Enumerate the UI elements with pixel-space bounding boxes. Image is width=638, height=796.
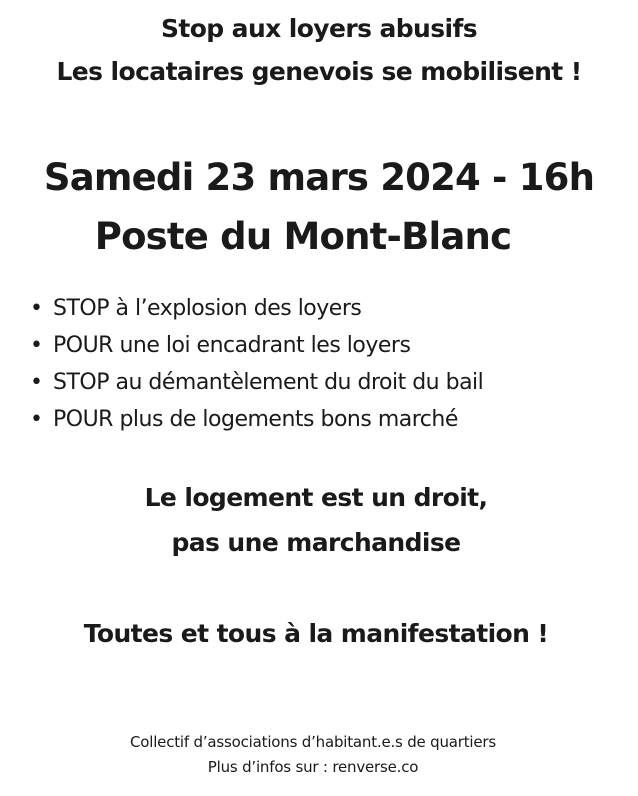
demands-list: [30, 290, 483, 438]
demand-item: [30, 327, 483, 364]
headline-line-2: Les locataires genevois se mobilisent !: [56, 57, 582, 86]
demand-item: [30, 364, 483, 401]
bullet-icon: •: [30, 407, 43, 432]
bullet-icon: •: [30, 296, 43, 321]
demand-text: STOP à l’explosion des loyers: [53, 296, 362, 321]
demand-text: POUR une loi encadrant les loyers: [53, 333, 411, 358]
call-to-action: Toutes et tous à la manifestation !: [83, 619, 549, 648]
slogan-line-1: Le logement est un droit,: [144, 483, 488, 512]
slogan-line-2: pas une marchandise: [171, 528, 461, 557]
event-place: Poste du Mont-Blanc: [94, 215, 512, 258]
demand-text: STOP au démantèlement du droit du bail: [53, 370, 484, 395]
demand-item: [30, 290, 483, 327]
demand-item: [30, 401, 483, 438]
event-date: Samedi 23 mars 2024 - 16h: [43, 156, 595, 199]
footer-info-link: Plus d’infos sur : renverse.co: [207, 758, 419, 776]
headline-line-1: Stop aux loyers abusifs: [160, 14, 478, 43]
demand-text: POUR plus de logements bons marché: [53, 407, 458, 432]
bullet-icon: •: [30, 370, 43, 395]
bullet-icon: •: [30, 333, 43, 358]
footer-collective: Collectif d’associations d’habitant.e.s de quartiers: [129, 733, 497, 751]
